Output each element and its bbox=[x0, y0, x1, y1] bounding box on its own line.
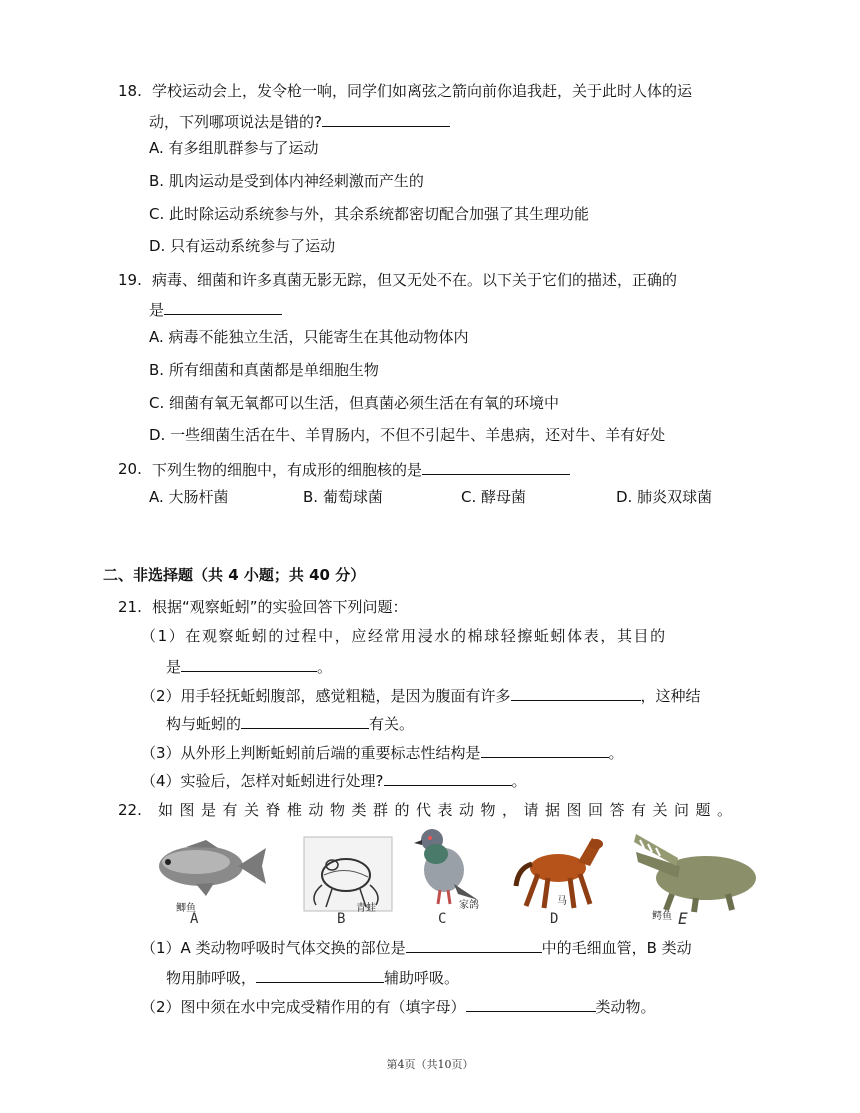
q19-stem-line1: 病毒、细菌和许多真菌无影无踪，但又无处不在。以下关于它们的描述，正确的 bbox=[152, 271, 678, 289]
q21-part2-blank1[interactable] bbox=[511, 685, 641, 701]
crocodile-illustration bbox=[632, 828, 760, 914]
q22-part1-line1: （1）A 类动物呼吸时气体交换的部位是 中的毛细血管，B 类动 bbox=[141, 939, 692, 957]
q22-part1-blank1[interactable] bbox=[406, 937, 542, 953]
q21-part3-blank[interactable] bbox=[481, 742, 609, 758]
q21-number: 21. bbox=[118, 598, 142, 616]
q19-option-d: D. 一些细菌生活在牛、羊胃肠内，不但不引起牛、羊患病，还对牛、羊有好处 bbox=[149, 426, 666, 444]
q19-stem-line2: 是 bbox=[149, 299, 282, 320]
animal-letter-c: C bbox=[438, 911, 447, 927]
q18-stem-line2: 动，下列哪项说法是错的? bbox=[149, 111, 450, 132]
section-2-heading: 二、非选择题（共 4 小题；共 40 分） bbox=[103, 566, 366, 584]
q20-option-d: D. 肺炎双球菌 bbox=[616, 488, 713, 506]
q20-option-b: B. 葡萄球菌 bbox=[303, 488, 383, 506]
q22-stem: 如图是有关脊椎动物类群的代表动物，请据图回答有关问题。 bbox=[158, 801, 739, 819]
q20-option-a: A. 大肠杆菌 bbox=[149, 488, 229, 506]
q21-part2-line2: 构与蚯蚓的 有关。 bbox=[166, 715, 415, 733]
q21-part2-blank2[interactable] bbox=[241, 713, 369, 729]
q18-number: 18. bbox=[118, 82, 142, 100]
animal-letter-a: A bbox=[190, 911, 199, 927]
pigeon-illustration bbox=[414, 824, 480, 906]
animal-name-a: 鲫鱼 bbox=[176, 903, 196, 914]
q19-answer-blank[interactable] bbox=[164, 299, 282, 315]
q20-stem: 下列生物的细胞中，有成形的细胞核的是 bbox=[152, 459, 570, 480]
q21-stem: 根据“观察蚯蚓”的实验回答下列问题： bbox=[152, 598, 408, 616]
animal-name-b: 青蛙 bbox=[356, 903, 376, 914]
q22-number: 22. bbox=[118, 801, 142, 819]
q18-stem-line1: 学校运动会上，发令枪一响，同学们如离弦之箭向前你追我赶，关于此时人体的运 bbox=[152, 82, 693, 100]
q21-part1-line2: 是 。 bbox=[166, 658, 333, 676]
q22-part1-line2: 物用肺呼吸， 辅助呼吸。 bbox=[166, 969, 460, 987]
q20-option-c: C. 酵母菌 bbox=[461, 488, 527, 506]
q19-option-c: C. 细菌有氧无氧都可以生活，但真菌必须生活在有氧的环境中 bbox=[149, 394, 560, 412]
q18-option-a: A. 有多组肌群参与了运动 bbox=[149, 139, 319, 157]
q21-part4: （4）实验后，怎样对蚯蚓进行处理? 。 bbox=[141, 772, 527, 790]
q22-part2-blank[interactable] bbox=[466, 996, 596, 1012]
q22-part1-blank2[interactable] bbox=[256, 967, 384, 983]
q21-part4-blank[interactable] bbox=[384, 770, 512, 786]
q21-part3: （3）从外形上判断蚯蚓前后端的重要标志性结构是 。 bbox=[141, 744, 624, 762]
animal-letter-b: B bbox=[337, 911, 346, 927]
q21-part1-blank[interactable] bbox=[181, 656, 317, 672]
q22-part2: （2）图中须在水中完成受精作用的有（填字母） 类动物。 bbox=[141, 998, 656, 1016]
q19-option-b: B. 所有细菌和真菌都是单细胞生物 bbox=[149, 361, 379, 379]
q18-option-d: D. 只有运动系统参与了运动 bbox=[149, 237, 336, 255]
animal-name-c: 家鸽 bbox=[459, 900, 479, 911]
animal-name-d: 马 bbox=[557, 896, 567, 907]
q19-option-a: A. 病毒不能独立生活，只能寄生在其他动物体内 bbox=[149, 328, 469, 346]
fish-illustration bbox=[146, 838, 268, 904]
q21-part1-line1: （1）在观察蚯蚓的过程中，应经常用浸水的棉球轻擦蚯蚓体表，其目的 bbox=[141, 627, 667, 645]
q21-part2-line1: （2）用手轻抚蚯蚓腹部，感觉粗糙，是因为腹面有许多 ，这种结 bbox=[141, 687, 701, 705]
q20-answer-blank[interactable] bbox=[422, 459, 570, 475]
animal-name-e: 鳄鱼 bbox=[652, 911, 672, 922]
q18-option-b: B. 肌肉运动是受到体内神经刺激而产生的 bbox=[149, 172, 424, 190]
q19-number: 19. bbox=[118, 271, 142, 289]
q18-answer-blank[interactable] bbox=[322, 111, 450, 127]
frog-illustration bbox=[302, 835, 394, 913]
q18-option-c: C. 此时除运动系统参与外，其余系统都密切配合加强了其生理功能 bbox=[149, 205, 590, 223]
animal-letter-e: E bbox=[678, 909, 688, 928]
animal-letter-d: D bbox=[550, 911, 559, 927]
page-footer: 第4页（共10页） bbox=[386, 1058, 474, 1071]
q20-number: 20. bbox=[118, 460, 142, 478]
